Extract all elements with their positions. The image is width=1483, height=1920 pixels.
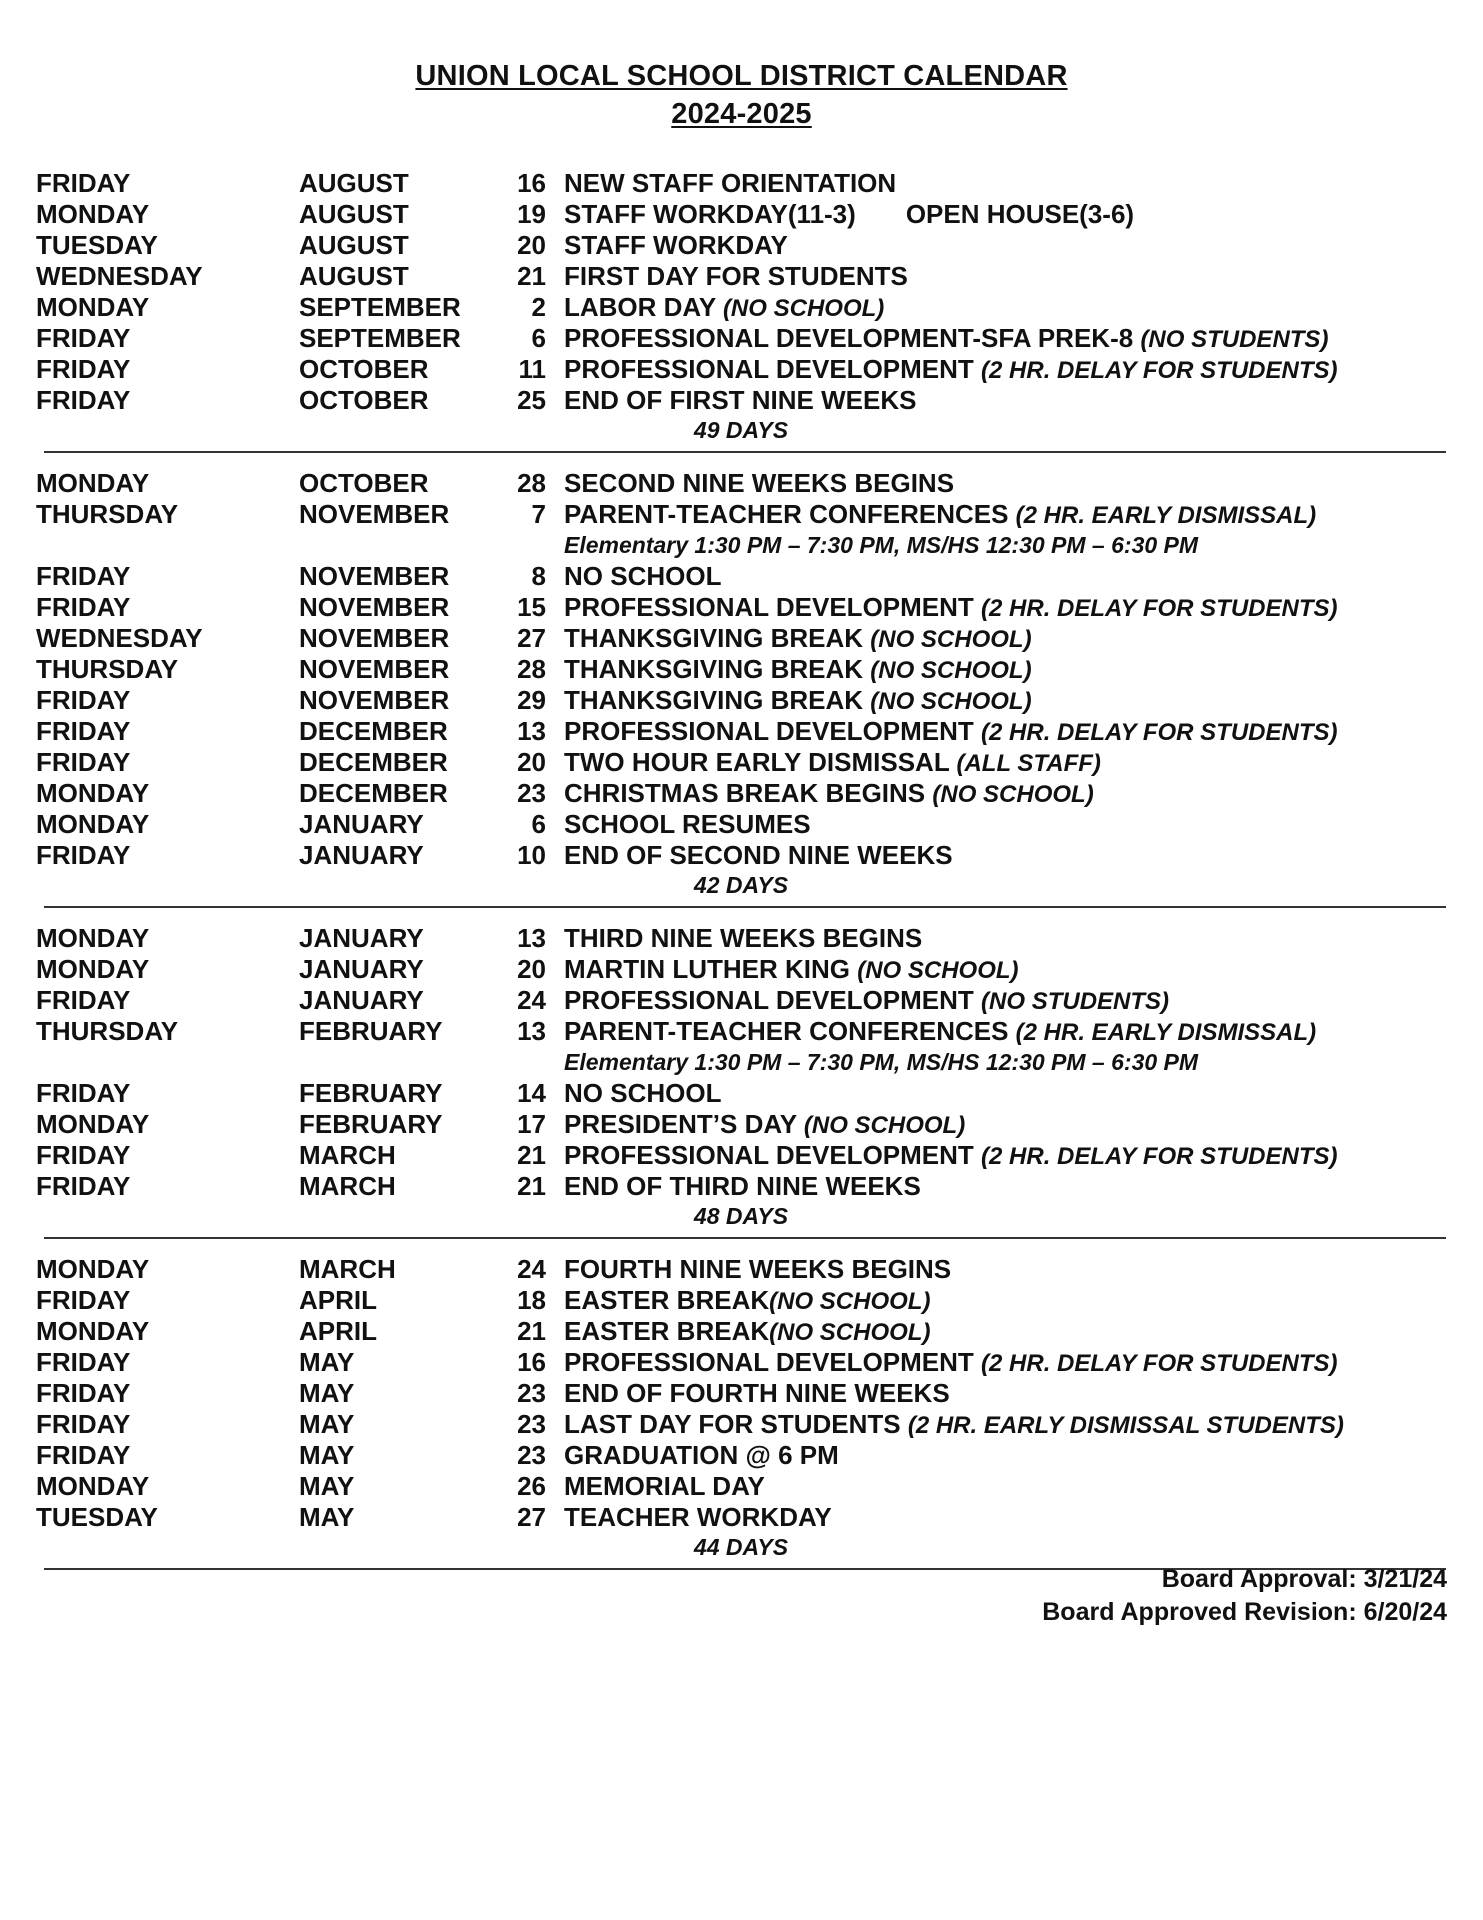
conference-times — [36, 1047, 1446, 1078]
month-cell: MAY — [299, 1378, 355, 1408]
weekday-cell: MONDAY — [36, 923, 150, 953]
event-note: (NO SCHOOL) — [857, 957, 1019, 984]
calendar-row — [36, 499, 1446, 530]
event-text: FOURTH NINE WEEKS BEGINS — [564, 1254, 952, 1284]
calendar-row — [36, 561, 1446, 592]
event-cell — [564, 1254, 951, 1285]
event-note: (ALL STAFF) — [956, 750, 1101, 777]
month-cell: OCTOBER — [299, 468, 429, 498]
event-note: (NO STUDENTS) — [981, 988, 1170, 1015]
calendar-row — [36, 468, 1446, 499]
quarter-section — [36, 168, 1446, 453]
weekday-cell: FRIDAY — [36, 354, 131, 384]
weekday-cell: MONDAY — [36, 1109, 150, 1139]
month-cell: MARCH — [299, 1171, 396, 1201]
section-divider — [44, 906, 1446, 908]
section-divider — [44, 1237, 1446, 1239]
day-cell: 8 — [531, 561, 546, 591]
month-cell: MAY — [299, 1471, 355, 1501]
calendar-row — [36, 1254, 1446, 1285]
event-text: PRESIDENT’S DAY — [564, 1109, 797, 1139]
day-cell: 23 — [517, 1409, 546, 1439]
calendar-row — [36, 778, 1446, 809]
day-cell: 2 — [531, 292, 546, 322]
event-text: NO SCHOOL — [564, 1078, 722, 1108]
event-note: (NO SCHOOL) — [769, 1288, 931, 1315]
event-text: TWO HOUR EARLY DISMISSAL — [564, 747, 950, 777]
weekday-cell: FRIDAY — [36, 1171, 131, 1201]
month-cell: JANUARY — [299, 985, 424, 1015]
event-note: (2 HR. DELAY FOR STUDENTS) — [981, 1350, 1338, 1377]
event-cell — [564, 1171, 921, 1202]
weekday-cell: MONDAY — [36, 809, 150, 839]
day-cell: 10 — [517, 840, 546, 870]
calendar-row — [36, 1347, 1446, 1378]
weekday-cell: FRIDAY — [36, 685, 131, 715]
weekday-cell: FRIDAY — [36, 1378, 131, 1408]
month-cell: MARCH — [299, 1140, 396, 1170]
calendar-row — [36, 1285, 1446, 1316]
month-cell: SEPTEMBER — [299, 323, 461, 353]
weekday-cell: TUESDAY — [36, 230, 158, 260]
event-cell — [564, 1440, 839, 1471]
event-cell — [564, 1378, 950, 1409]
weekday-cell: FRIDAY — [36, 1078, 131, 1108]
month-cell: MAY — [299, 1440, 355, 1470]
day-cell: 13 — [517, 1016, 546, 1046]
weekday-cell: FRIDAY — [36, 323, 131, 353]
calendar-row — [36, 261, 1446, 292]
month-cell: DECEMBER — [299, 747, 448, 777]
event-cell — [564, 1285, 930, 1317]
event-text: EASTER BREAK — [564, 1316, 770, 1346]
event-cell — [564, 1502, 832, 1533]
event-text: NO SCHOOL — [564, 561, 722, 591]
calendar-row — [36, 985, 1446, 1016]
calendar-row — [36, 1016, 1446, 1047]
day-cell: 16 — [517, 168, 546, 198]
weekday-cell: THURSDAY — [36, 499, 179, 529]
calendar-row — [36, 230, 1446, 261]
weekday-cell: MONDAY — [36, 292, 150, 322]
event-note: (NO SCHOOL) — [803, 1112, 966, 1139]
event-text: PROFESSIONAL DEVELOPMENT-SFA PREK-8 — [564, 323, 1134, 353]
event-text: PROFESSIONAL DEVELOPMENT — [564, 716, 974, 746]
weekday-cell: MONDAY — [36, 1471, 150, 1501]
month-cell: DECEMBER — [299, 716, 448, 746]
quarter-section — [36, 1254, 1446, 1570]
calendar-row — [36, 292, 1446, 323]
event-text: PARENT-TEACHER CONFERENCES — [564, 499, 1009, 529]
calendar-row — [36, 199, 1446, 230]
event-note: (NO SCHOOL) — [870, 626, 1032, 653]
weekday-cell: FRIDAY — [36, 592, 131, 622]
calendar-row — [36, 747, 1446, 778]
day-cell: 18 — [517, 1285, 546, 1315]
weekday-cell: MONDAY — [36, 954, 150, 984]
day-cell: 21 — [517, 1140, 546, 1170]
event-text: PROFESSIONAL DEVELOPMENT — [564, 1140, 974, 1170]
weekday-cell: MONDAY — [36, 199, 150, 229]
calendar-row — [36, 923, 1446, 954]
calendar-row — [36, 685, 1446, 716]
event-text: FIRST DAY FOR STUDENTS — [564, 261, 908, 291]
event-cell — [564, 1471, 765, 1502]
event-cell — [564, 985, 1169, 1017]
month-cell: NOVEMBER — [299, 592, 450, 622]
day-cell: 13 — [517, 923, 546, 953]
day-cell: 16 — [517, 1347, 546, 1377]
event-text: PROFESSIONAL DEVELOPMENT — [564, 592, 974, 622]
day-cell: 28 — [517, 654, 546, 684]
month-cell: NOVEMBER — [299, 685, 450, 715]
calendar-row — [36, 1171, 1446, 1202]
event-note: (2 HR. DELAY FOR STUDENTS) — [981, 719, 1338, 746]
calendar-row — [36, 809, 1446, 840]
weekday-cell: FRIDAY — [36, 1140, 131, 1170]
event-cell — [564, 385, 916, 416]
weekday-cell: FRIDAY — [36, 168, 131, 198]
event-cell — [564, 1078, 721, 1109]
month-cell: AUGUST — [299, 261, 409, 291]
day-cell: 21 — [517, 1316, 546, 1346]
day-cell: 17 — [517, 1109, 546, 1139]
day-cell: 24 — [517, 985, 546, 1015]
calendar-row — [36, 1502, 1446, 1533]
weekday-cell: THURSDAY — [36, 654, 179, 684]
event-cell — [564, 292, 884, 324]
event-text: TEACHER WORKDAY — [564, 1502, 832, 1532]
event-text: END OF THIRD NINE WEEKS — [564, 1171, 921, 1201]
event-text: LAST DAY FOR STUDENTS — [564, 1409, 901, 1439]
event-cell — [564, 747, 1101, 779]
event-text: GRADUATION @ 6 PM — [564, 1440, 839, 1470]
board-approval-block — [1042, 1563, 1447, 1629]
event-text: THANKSGIVING BREAK — [564, 623, 864, 653]
month-cell: MAY — [299, 1409, 355, 1439]
weekday-cell: FRIDAY — [36, 1440, 131, 1470]
board-approval: Board Approval: 3/21/24 — [1161, 1565, 1447, 1593]
month-cell: JANUARY — [299, 840, 424, 870]
event-cell — [564, 685, 1032, 717]
calendar-row — [36, 354, 1446, 385]
board-revision: Board Approved Revision: 6/20/24 — [1042, 1598, 1447, 1626]
event-note: (2 HR. EARLY DISMISSAL) — [1015, 1019, 1317, 1046]
weekday-cell: FRIDAY — [36, 985, 131, 1015]
calendar-row — [36, 954, 1446, 985]
event-text: STAFF WORKDAY(11-3) — [564, 199, 856, 229]
weekday-cell: FRIDAY — [36, 747, 131, 777]
weekday-cell: MONDAY — [36, 1254, 150, 1284]
calendar-row — [36, 1378, 1446, 1409]
event-text: MEMORIAL DAY — [564, 1471, 765, 1501]
quarter-section — [36, 923, 1446, 1239]
event-text: CHRISTMAS BREAK BEGINS — [564, 778, 926, 808]
school-year — [0, 98, 1483, 131]
weekday-cell: FRIDAY — [36, 1409, 131, 1439]
calendar-row — [36, 623, 1446, 654]
weekday-cell: MONDAY — [36, 1316, 150, 1346]
month-cell: FEBRUARY — [299, 1109, 443, 1139]
month-cell: OCTOBER — [299, 385, 429, 415]
weekday-cell: FRIDAY — [36, 385, 131, 415]
weekday-cell: TUESDAY — [36, 1502, 158, 1532]
event-cell — [564, 168, 896, 199]
month-cell: JANUARY — [299, 954, 424, 984]
event-text: PARENT-TEACHER CONFERENCES — [564, 1016, 1009, 1046]
day-cell: 27 — [517, 623, 546, 653]
conference-times-text: Elementary 1:30 PM – 7:30 PM, MS/HS 12:30 PM – 6:30 PM — [564, 1049, 1199, 1075]
event-note: (NO SCHOOL) — [932, 781, 1094, 808]
day-cell: 7 — [531, 499, 546, 529]
weekday-cell: FRIDAY — [36, 1347, 131, 1377]
event-cell — [564, 323, 1328, 355]
day-cell: 21 — [517, 261, 546, 291]
month-cell: AUGUST — [299, 168, 409, 198]
event-text: EASTER BREAK — [564, 1285, 770, 1315]
month-cell: NOVEMBER — [299, 623, 450, 653]
page-title — [0, 60, 1483, 93]
event-cell — [564, 1140, 1338, 1172]
event-cell — [564, 1016, 1316, 1048]
event-text: END OF FIRST NINE WEEKS — [564, 385, 917, 415]
day-cell: 28 — [517, 468, 546, 498]
days-total: 42 DAYS — [693, 872, 789, 898]
day-cell: 6 — [531, 323, 546, 353]
month-cell: NOVEMBER — [299, 561, 450, 591]
weekday-cell: WEDNESDAY — [36, 261, 203, 291]
month-cell: MAY — [299, 1347, 355, 1377]
month-cell: FEBRUARY — [299, 1078, 443, 1108]
section-divider — [44, 451, 1446, 453]
month-cell: MAY — [299, 1502, 355, 1532]
weekday-cell: MONDAY — [36, 778, 150, 808]
event-cell — [564, 354, 1338, 386]
event-text: LABOR DAY — [564, 292, 716, 322]
conference-times — [36, 530, 1446, 561]
event-cell — [564, 592, 1338, 624]
day-cell: 27 — [517, 1502, 546, 1532]
day-cell: 25 — [517, 385, 546, 415]
calendar-row — [36, 168, 1446, 199]
weekday-cell: MONDAY — [36, 468, 150, 498]
event-cell — [564, 468, 954, 499]
calendar-row — [36, 1140, 1446, 1171]
event-text: PROFESSIONAL DEVELOPMENT — [564, 985, 974, 1015]
month-cell: SEPTEMBER — [299, 292, 461, 322]
event-text: SCHOOL RESUMES — [564, 809, 811, 839]
event-cell — [564, 654, 1032, 686]
event-text: END OF SECOND NINE WEEKS — [564, 840, 953, 870]
event-cell — [564, 1109, 965, 1141]
event-cell — [564, 778, 1094, 810]
event-cell — [564, 923, 922, 954]
weekday-cell: THURSDAY — [36, 1016, 179, 1046]
day-cell: 24 — [517, 1254, 546, 1284]
event-text: PROFESSIONAL DEVELOPMENT — [564, 354, 974, 384]
calendar-row — [36, 840, 1446, 871]
event-note: (NO STUDENTS) — [1140, 326, 1329, 353]
weekday-cell: FRIDAY — [36, 840, 131, 870]
event-text: THANKSGIVING BREAK — [564, 654, 864, 684]
days-total: 44 DAYS — [693, 1534, 789, 1560]
month-cell: JANUARY — [299, 923, 424, 953]
days-total: 48 DAYS — [693, 1203, 789, 1229]
calendar-row — [36, 654, 1446, 685]
day-cell: 19 — [517, 199, 546, 229]
school-year-text: 2024-2025 — [671, 98, 812, 130]
event-text: END OF FOURTH NINE WEEKS — [564, 1378, 950, 1408]
day-cell: 21 — [517, 1171, 546, 1201]
month-cell: AUGUST — [299, 199, 409, 229]
calendar-row — [36, 1316, 1446, 1347]
conference-times-text: Elementary 1:30 PM – 7:30 PM, MS/HS 12:30 PM – 6:30 PM — [564, 532, 1199, 558]
event-text: SECOND NINE WEEKS BEGINS — [564, 468, 955, 498]
event-note: (NO SCHOOL) — [722, 295, 885, 322]
weekday-cell: WEDNESDAY — [36, 623, 203, 653]
event-note: (2 HR. EARLY DISMISSAL STUDENTS) — [907, 1412, 1344, 1439]
calendar-row — [36, 592, 1446, 623]
day-cell: 23 — [517, 778, 546, 808]
day-cell: 15 — [517, 592, 546, 622]
event-note: (2 HR. DELAY FOR STUDENTS) — [981, 357, 1338, 384]
day-cell: 20 — [517, 747, 546, 777]
month-cell: FEBRUARY — [299, 1016, 443, 1046]
event-note: (NO SCHOOL) — [769, 1319, 931, 1346]
month-cell: APRIL — [299, 1316, 377, 1346]
calendar-row — [36, 1440, 1446, 1471]
event-text: THANKSGIVING BREAK — [564, 685, 864, 715]
calendar-row — [36, 1078, 1446, 1109]
month-cell: JANUARY — [299, 809, 424, 839]
calendar-row — [36, 1471, 1446, 1502]
event-cell — [564, 1347, 1338, 1379]
day-cell: 29 — [517, 685, 546, 715]
day-cell: 14 — [517, 1078, 546, 1108]
day-cell: 13 — [517, 716, 546, 746]
event-text: PROFESSIONAL DEVELOPMENT — [564, 1347, 974, 1377]
day-cell: 11 — [518, 354, 546, 384]
event-text: THIRD NINE WEEKS BEGINS — [564, 923, 923, 953]
event-cell — [564, 954, 1019, 986]
event-cell — [564, 499, 1316, 531]
month-cell: OCTOBER — [299, 354, 429, 384]
month-cell: NOVEMBER — [299, 654, 450, 684]
day-cell: 20 — [517, 230, 546, 260]
event-cell — [564, 1316, 930, 1348]
quarter-section — [36, 468, 1446, 908]
month-cell: AUGUST — [299, 230, 409, 260]
calendar-row — [36, 323, 1446, 354]
weekday-cell: FRIDAY — [36, 1285, 131, 1315]
event-cell — [564, 840, 953, 871]
calendar-row — [36, 1409, 1446, 1440]
event-cell — [564, 716, 1338, 748]
event-cell — [564, 809, 811, 840]
event-text: NEW STAFF ORIENTATION — [564, 168, 897, 198]
month-cell: NOVEMBER — [299, 499, 450, 529]
calendar-row — [36, 716, 1446, 747]
month-cell: APRIL — [299, 1285, 377, 1315]
event-cell — [564, 623, 1032, 655]
day-cell: 23 — [517, 1378, 546, 1408]
event-text: MARTIN LUTHER KING — [564, 954, 850, 984]
day-cell: 20 — [517, 954, 546, 984]
calendar-table — [36, 168, 1446, 1585]
month-cell: DECEMBER — [299, 778, 448, 808]
event-note: (2 HR. DELAY FOR STUDENTS) — [981, 595, 1338, 622]
month-cell: MARCH — [299, 1254, 396, 1284]
event-note: (NO SCHOOL) — [870, 688, 1032, 715]
days-total: 49 DAYS — [693, 417, 789, 443]
day-cell: 23 — [517, 1440, 546, 1470]
weekday-cell: FRIDAY — [36, 716, 131, 746]
weekday-cell: FRIDAY — [36, 561, 131, 591]
event-cell — [564, 230, 788, 261]
day-cell: 26 — [517, 1471, 546, 1501]
title-text: UNION LOCAL SCHOOL DISTRICT CALENDAR — [415, 60, 1068, 92]
event-cell — [564, 561, 721, 592]
event-note: (2 HR. DELAY FOR STUDENTS) — [981, 1143, 1338, 1170]
calendar-row — [36, 1109, 1446, 1140]
event-note: (2 HR. EARLY DISMISSAL) — [1015, 502, 1317, 529]
event-note: (NO SCHOOL) — [870, 657, 1032, 684]
event-text: STAFF WORKDAY — [564, 230, 788, 260]
event-cell — [564, 261, 908, 292]
calendar-row — [36, 385, 1446, 416]
event-extra: OPEN HOUSE(3-6) — [905, 199, 1135, 229]
event-cell — [564, 199, 1134, 230]
day-cell: 6 — [531, 809, 546, 839]
event-cell — [564, 1409, 1344, 1441]
